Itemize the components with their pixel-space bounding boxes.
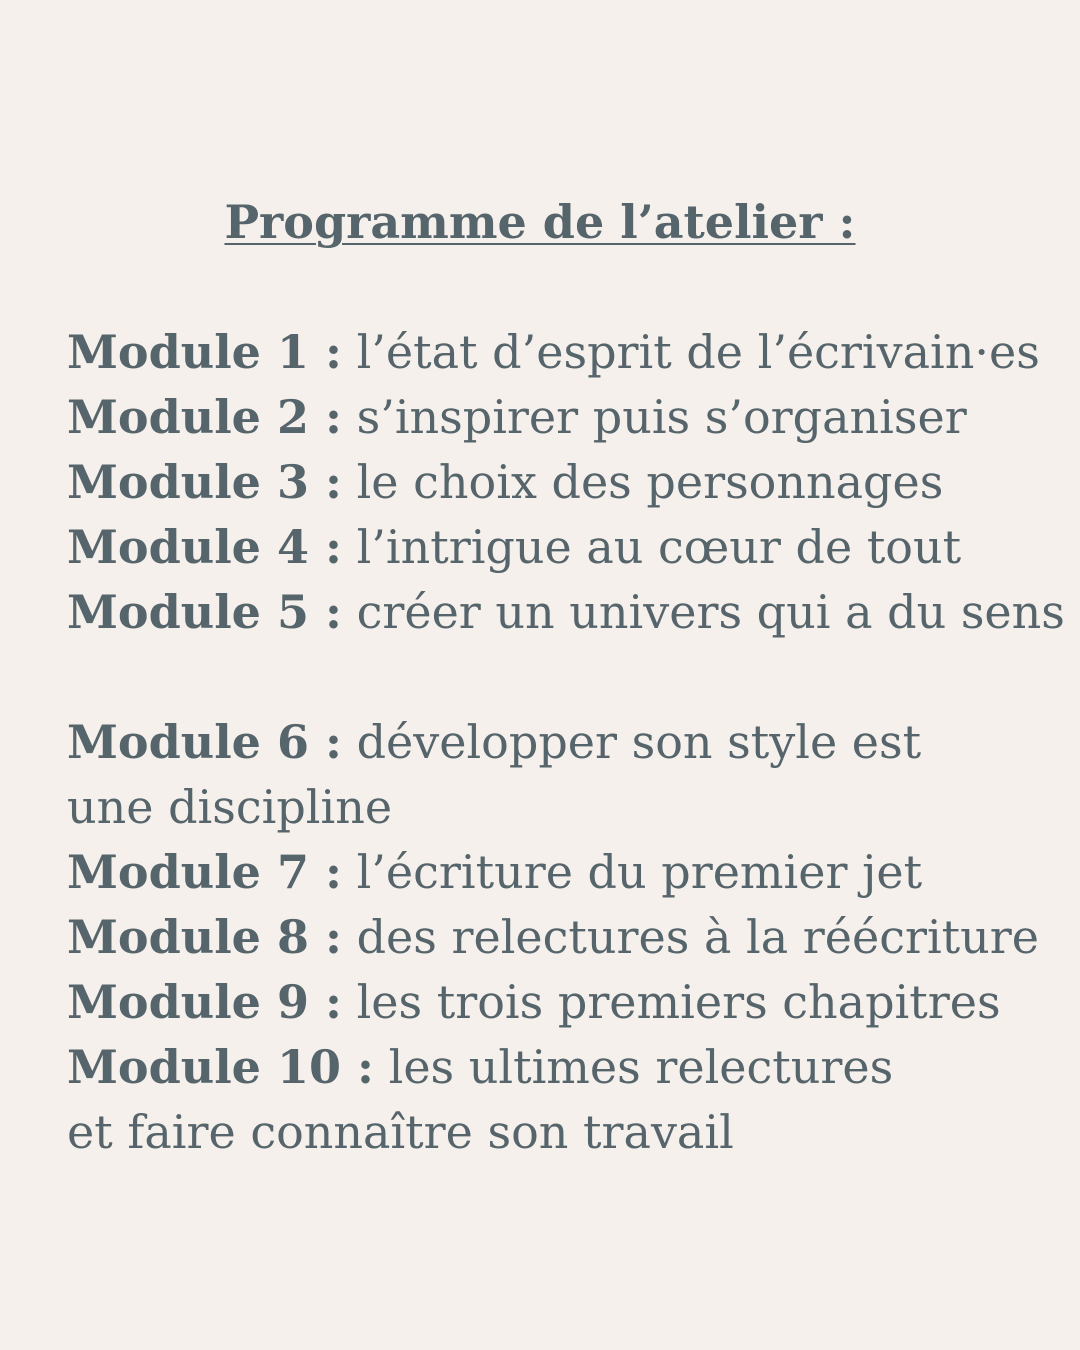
- module-item-7: [67, 840, 1027, 905]
- page-title: Programme de l’atelier :: [224, 195, 856, 249]
- module-label: Module 1 :: [67, 325, 342, 379]
- module-description: des relectures à la réécriture: [356, 910, 1039, 964]
- module-label: Module 2 :: [67, 390, 342, 444]
- module-label: Module 9 :: [67, 975, 342, 1029]
- module-label: Module 8 :: [67, 910, 342, 964]
- module-description: les trois premiers chapitres: [356, 975, 1001, 1029]
- module-item-3: [67, 450, 1027, 515]
- module-item-2: [67, 385, 1027, 450]
- module-item-6: [67, 710, 947, 840]
- module-description: le choix des personnages: [356, 455, 944, 509]
- module-label: Module 3 :: [67, 455, 342, 509]
- module-label: Module 5 :: [67, 585, 342, 639]
- module-description: l’écriture du premier jet: [356, 845, 923, 899]
- module-list-group-2: [67, 710, 1039, 1165]
- module-description: l’état d’esprit de l’écrivain·es: [356, 325, 1040, 379]
- module-item-4: [67, 515, 1027, 580]
- module-label: Module 7 :: [67, 845, 342, 899]
- module-item-8: [67, 905, 1039, 970]
- module-label: Module 4 :: [67, 520, 342, 574]
- module-item-9: [67, 970, 1027, 1035]
- module-description: les ultimes relectures et faire connaître son travail: [67, 1040, 894, 1159]
- module-description: créer un univers qui a du sens: [356, 585, 1065, 639]
- module-list-group-1: [67, 320, 1065, 645]
- module-item-10: [67, 1035, 947, 1165]
- module-description: s’inspirer puis s’organiser: [356, 390, 967, 444]
- module-label: Module 6 :: [67, 715, 342, 769]
- module-item-5: [67, 580, 1065, 645]
- module-item-1: [67, 320, 1040, 385]
- module-description: développer son style est une discipline: [67, 715, 922, 834]
- module-description: l’intrigue au cœur de tout: [356, 520, 962, 574]
- module-label: Module 10 :: [67, 1040, 374, 1094]
